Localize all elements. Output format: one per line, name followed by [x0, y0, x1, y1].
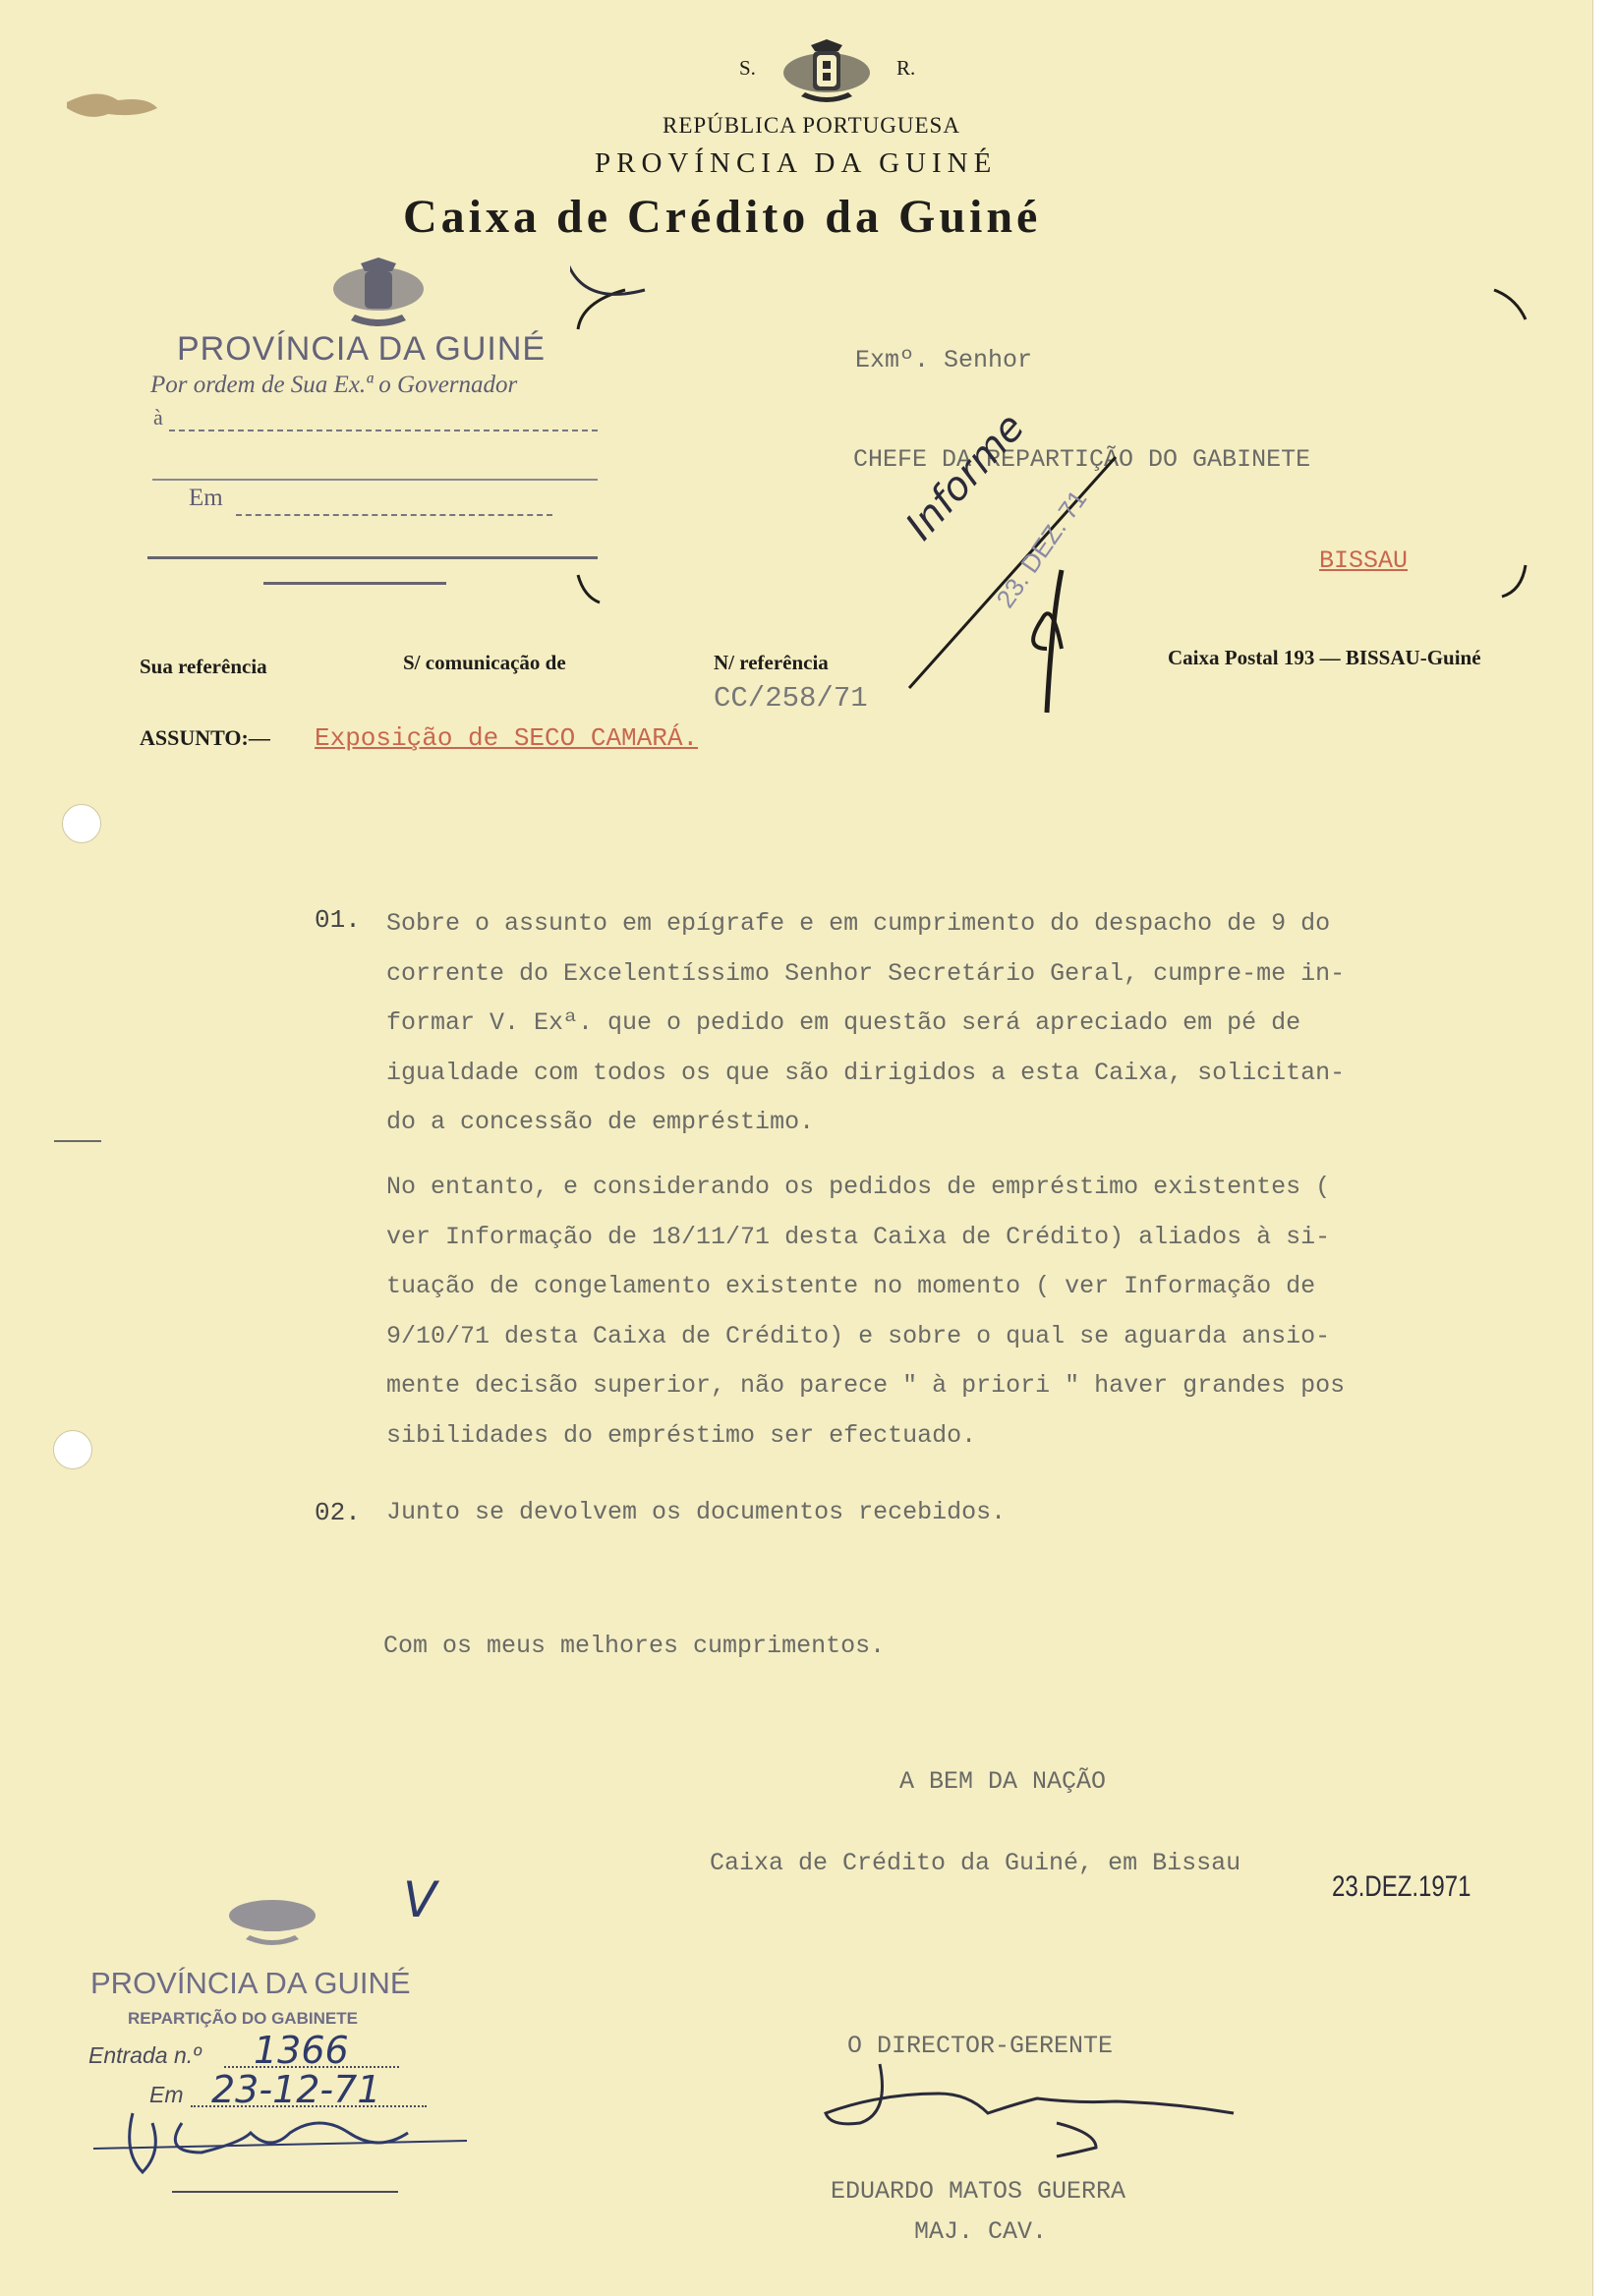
stamp-order-text: Por ordem de Sua Ex.ª o Governador — [150, 372, 518, 398]
paragraph-1b-line: 9/10/71 desta Caixa de Crédito) e sobre o qual se aguarda ansio- — [386, 1321, 1331, 1350]
entry-number-label: Entrada n.º — [88, 2042, 202, 2068]
n-referencia-value: CC/258/71 — [714, 682, 868, 715]
paper-smudge — [59, 79, 167, 138]
handwritten-annotation: Informe — [896, 404, 1034, 549]
subject-label: ASSUNTO:— — [140, 725, 270, 750]
sr-left: S. — [739, 56, 756, 80]
paragraph-1-line: formar V. Exª. que o pedido em questão será apreciado em pé de — [386, 1008, 1301, 1037]
stamp-to-label: à — [153, 405, 163, 430]
paragraph-1 — [386, 899, 1517, 1148]
handwritten-signature — [821, 2054, 1243, 2162]
paragraph-1b-line: ver Informação de 18/11/71 desta Caixa de Crédito) aliados à si- — [386, 1222, 1331, 1251]
punch-hole-bottom — [53, 1430, 92, 1469]
signature-role: O DIRECTOR-GERENTE — [847, 2032, 1114, 2060]
stamp-em-label: Em — [189, 485, 223, 511]
entry-stamp-subtitle: REPARTIÇÃO DO GABINETE — [128, 2009, 358, 2028]
entry-date-value: 23-12-71 — [211, 2068, 381, 2111]
caixa-postal: Caixa Postal 193 — BISSAU-Guiné — [1168, 646, 1481, 669]
punch-hole-top — [62, 804, 101, 843]
stamp-line-2 — [152, 479, 598, 481]
entry-number-value: 1366 — [254, 2029, 349, 2072]
paragraph-1-number: 01. — [315, 905, 361, 935]
signature-date-stamp: 23.DEZ.1971 — [1332, 1870, 1471, 1903]
stamp-line-1 — [169, 430, 598, 431]
closing-line: Com os meus melhores cumprimentos. — [383, 1632, 886, 1660]
signature-place: Caixa de Crédito da Guiné, em Bissau — [710, 1849, 1241, 1877]
institution-title: Caixa de Crédito da Guiné — [403, 191, 1042, 243]
paragraph-1b-line: mente decisão superior, não parece " à priori " haver grandes pos — [386, 1371, 1346, 1400]
crest-stamp-bottom-icon — [224, 1892, 320, 1951]
republic-heading: REPÚBLICA PORTUGUESA — [663, 113, 960, 138]
signatory-rank: MAJ. CAV. — [914, 2217, 1048, 2246]
paragraph-1b — [386, 1163, 1517, 1461]
sr-right: R. — [896, 56, 916, 80]
sua-referencia-label: Sua referência — [140, 655, 267, 678]
check-mark: V — [403, 1871, 437, 1928]
paragraph-1-line: igualdade com todos os que são dirigidos a esta Caixa, solicitan- — [386, 1058, 1346, 1087]
margin-fold-mark — [54, 1140, 101, 1142]
subject-value: Exposição de SECO CAMARÁ. — [315, 723, 699, 753]
signatory-name: EDUARDO MATOS GUERRA — [831, 2177, 1126, 2206]
entry-date-label: Em — [149, 2082, 184, 2107]
entry-initials — [93, 2094, 477, 2202]
stamp-line-5 — [263, 582, 446, 585]
crest-stamp-icon — [329, 258, 428, 332]
paragraph-1-line: Sobre o assunto em epígrafe e em cumprimento do despacho de 9 do — [386, 909, 1331, 938]
province-heading: PROVÍNCIA DA GUINÉ — [595, 147, 998, 179]
stamp-province-title: PROVÍNCIA DA GUINÉ — [177, 330, 547, 368]
received-date-stamp: 23. DEZ. 71 — [990, 484, 1093, 613]
entry-stamp-title: PROVÍNCIA DA GUINÉ — [90, 1966, 411, 2000]
paragraph-2-number: 02. — [315, 1498, 361, 1527]
stamp-line-4 — [147, 556, 598, 559]
paragraph-1-line: corrente do Excelentíssimo Senhor Secretário Geral, cumpre-me in- — [386, 958, 1346, 988]
paragraph-1-line: do a concessão de empréstimo. — [386, 1108, 815, 1136]
paragraph-1b-line: No entanto, e considerando os pedidos de empréstimo existentes ( — [386, 1173, 1331, 1201]
stamp-line-3 — [236, 514, 552, 516]
coat-of-arms-icon — [781, 37, 872, 108]
addressee-city: BISSAU — [1319, 546, 1409, 575]
paragraph-1b-line: tuação de congelamento existente no momento ( ver Informação de — [386, 1272, 1316, 1300]
paragraph-2: Junto se devolvem os documentos recebidos. — [386, 1498, 1007, 1526]
s-comunicacao-label: S/ comunicação de — [403, 651, 566, 674]
addressee-office: CHEFE DA REPARTIÇÃO DO GABINETE — [853, 445, 1311, 474]
paragraph-1b-line: sibilidades do empréstimo ser efectuado. — [386, 1420, 977, 1450]
n-referencia-label: N/ referência — [714, 651, 829, 674]
motto: A BEM DA NAÇÃO — [899, 1767, 1107, 1796]
addressee-salutation: Exmº. Senhor — [855, 346, 1033, 374]
